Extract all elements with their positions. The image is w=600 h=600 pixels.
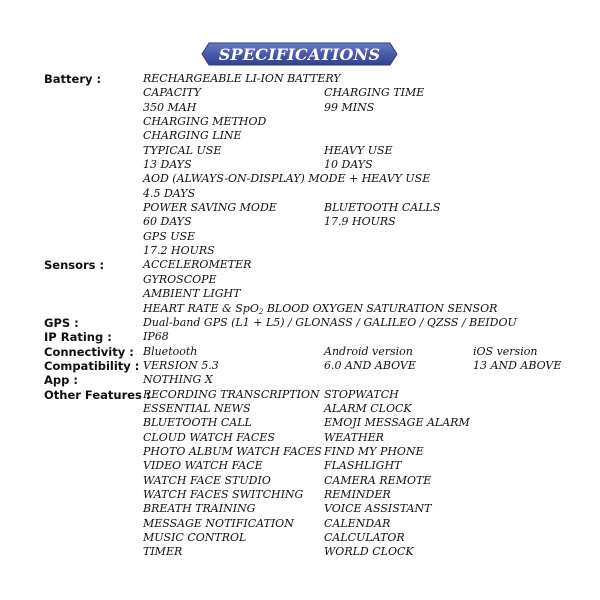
spec-value: ESSENTIAL NEWS <box>143 401 251 415</box>
spec-value: iOS version <box>473 344 538 358</box>
spec-value: TIMER <box>143 545 183 559</box>
spec-row <box>0 388 600 402</box>
spec-value: BLUETOOTH CALL <box>143 416 252 430</box>
spec-row <box>0 258 600 272</box>
spec-value: CALENDAR <box>324 516 391 530</box>
spec-value: 60 DAYS <box>143 215 192 229</box>
spec-value: ALARM CLOCK <box>324 401 412 415</box>
spec-value: CAMERA REMOTE <box>324 473 432 487</box>
spec-value: POWER SAVING MODE <box>143 201 277 215</box>
spec-value-part: HEART RATE & SpO <box>143 301 259 315</box>
spec-row <box>0 273 600 287</box>
spec-value: 4.5 DAYS <box>143 186 196 200</box>
spec-value: AMBIENT LIGHT <box>143 287 241 301</box>
spec-value: CHARGING TIME <box>324 86 425 100</box>
spec-label: Battery : <box>44 72 102 86</box>
spec-row <box>0 201 600 215</box>
specifications-title-badge <box>201 42 398 66</box>
spec-value: Dual-band GPS (L1 + L5) / GLONASS / GALILEO / QZSS / BEIDOU <box>143 315 517 329</box>
spec-row <box>0 302 600 316</box>
spec-row <box>0 445 600 459</box>
spec-row <box>0 172 600 186</box>
spec-value: 13 AND ABOVE <box>473 358 562 372</box>
spec-value: TYPICAL USE <box>143 143 222 157</box>
spec-row <box>0 531 600 545</box>
spec-value: BREATH TRAINING <box>143 502 256 516</box>
spec-label: App : <box>44 373 78 388</box>
spec-row <box>0 517 600 531</box>
spec-value: 13 DAYS <box>143 158 192 172</box>
spec-row <box>0 488 600 502</box>
spec-value: RECHARGEABLE LI-ION BATTERY <box>143 72 341 85</box>
page-title: SPECIFICATIONS <box>218 44 381 64</box>
spec-value: VOICE ASSISTANT <box>324 502 432 516</box>
spec-value <box>143 302 497 317</box>
spec-value: AOD (ALWAYS-ON-DISPLAY) MODE + HEAVY USE <box>143 172 431 186</box>
spec-value: FIND MY PHONE <box>324 444 424 458</box>
spec-row <box>0 474 600 488</box>
spec-value: MUSIC CONTROL <box>143 531 247 544</box>
spec-label: Compatibility : <box>44 358 140 373</box>
spec-value: RECORDING TRANSCRIPTION <box>143 387 320 401</box>
spec-value: GYROSCOPE <box>143 272 217 286</box>
spec-value: REMINDER <box>324 487 391 501</box>
spec-value: IP68 <box>143 330 169 344</box>
subscript: 2 <box>258 307 264 316</box>
spec-row <box>0 359 600 373</box>
spec-value: FLASHLIGHT <box>324 459 402 473</box>
spec-row <box>0 215 600 229</box>
spec-value: ACCELEROMETER <box>143 258 252 272</box>
spec-value: VERSION 5.3 <box>143 358 219 372</box>
spec-value: 6.0 AND ABOVE <box>324 358 416 372</box>
spec-value: WEATHER <box>324 430 384 444</box>
spec-value: CHARGING LINE <box>143 129 242 143</box>
spec-value: MESSAGE NOTIFICATION <box>143 516 294 530</box>
spec-row <box>0 187 600 201</box>
spec-row <box>0 373 600 387</box>
spec-row <box>0 86 600 100</box>
spec-value-part: BLOOD OXYGEN SATURATION SENSOR <box>263 301 498 315</box>
spec-row <box>0 345 600 359</box>
spec-row <box>0 244 600 258</box>
spec-label: Connectivity : <box>44 344 134 359</box>
spec-value: NOTHING X <box>143 373 213 387</box>
spec-value: WATCH FACE STUDIO <box>143 473 271 487</box>
specifications-table <box>0 72 600 560</box>
spec-value: 10 DAYS <box>324 158 373 172</box>
spec-value: 350 MAH <box>143 100 197 114</box>
spec-value: CHARGING METHOD <box>143 115 267 129</box>
spec-value: WORLD CLOCK <box>324 545 414 559</box>
spec-value: HEAVY USE <box>324 143 393 157</box>
spec-value: 17.2 HOURS <box>143 244 215 258</box>
spec-row <box>0 402 600 416</box>
spec-row <box>0 230 600 244</box>
spec-label: Sensors : <box>44 258 105 273</box>
spec-value: BLUETOOTH CALLS <box>324 201 441 215</box>
spec-row <box>0 115 600 129</box>
spec-value: STOPWATCH <box>324 387 399 401</box>
spec-value: CLOUD WATCH FACES <box>143 430 275 444</box>
spec-row <box>0 129 600 143</box>
spec-value: Android version <box>324 344 413 358</box>
spec-row <box>0 502 600 516</box>
spec-label: GPS : <box>44 315 79 330</box>
spec-value: 99 MINS <box>324 100 375 114</box>
spec-value: Bluetooth <box>143 344 198 358</box>
spec-value: WATCH FACES SWITCHING <box>143 487 304 501</box>
spec-value: CAPACITY <box>143 86 202 100</box>
spec-label: Other Features : <box>44 387 151 402</box>
spec-row <box>0 431 600 445</box>
spec-row <box>0 287 600 301</box>
spec-row <box>0 416 600 430</box>
spec-value: EMOJI MESSAGE ALARM <box>324 416 470 430</box>
spec-label: IP Rating : <box>44 330 112 345</box>
spec-value: PHOTO ALBUM WATCH FACES <box>143 444 322 458</box>
spec-row <box>0 316 600 330</box>
spec-row <box>0 72 600 86</box>
spec-row <box>0 330 600 344</box>
spec-row <box>0 545 600 559</box>
spec-row <box>0 158 600 172</box>
spec-row <box>0 459 600 473</box>
spec-value: VIDEO WATCH FACE <box>143 459 263 473</box>
spec-row <box>0 101 600 115</box>
spec-value: 17.9 HOURS <box>324 215 396 229</box>
spec-row <box>0 144 600 158</box>
spec-value: CALCULATOR <box>324 531 405 544</box>
spec-value: GPS USE <box>143 229 196 243</box>
